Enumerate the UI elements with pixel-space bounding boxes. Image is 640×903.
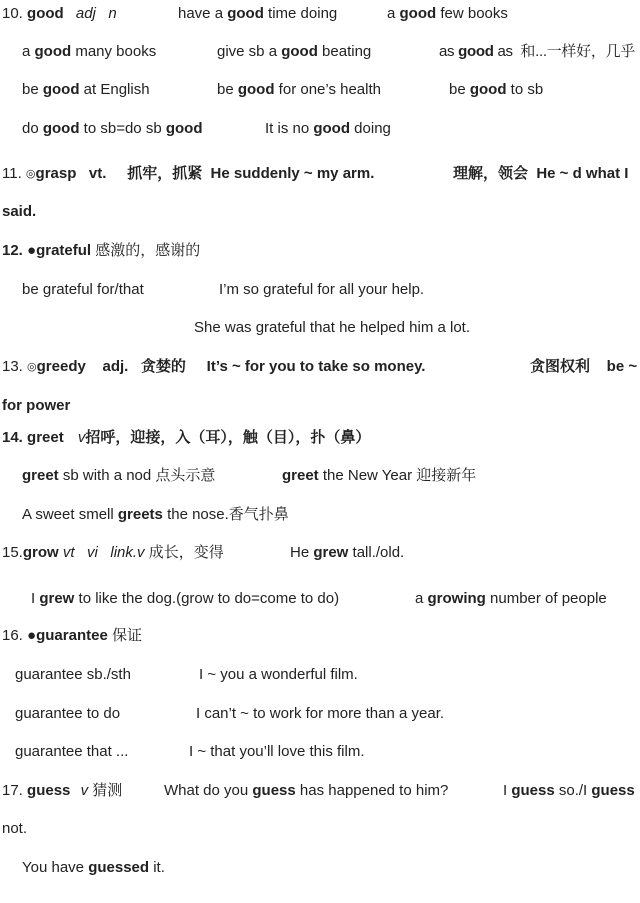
example: A sweet smell greets the nose.香气扑鼻 <box>22 506 289 523</box>
part-of-speech: v <box>80 782 89 799</box>
example: I guess so./I guess <box>503 782 635 799</box>
example-sentence: I’m so grateful for all your help. <box>219 281 425 298</box>
entry-14-headword <box>2 429 370 447</box>
entry-number: 12. <box>2 242 23 259</box>
usage-pattern: guarantee sb./sth <box>15 666 131 683</box>
example: He grew tall./old. <box>290 544 405 561</box>
meaning: 猜测 <box>88 782 123 799</box>
headword: good <box>27 5 64 22</box>
phrase: as good as 和...一样好，几乎 <box>439 43 635 60</box>
headword: guess <box>27 782 71 799</box>
example: What do you guess has happened to him? <box>164 782 449 799</box>
entry-number: 10. <box>2 5 23 22</box>
entry-number: 16. <box>2 627 23 644</box>
example: You have guessed it. <box>22 859 165 876</box>
entry-10-headword <box>2 5 117 23</box>
phrase: be good at English <box>22 81 150 98</box>
entry-13-continuation: for power <box>2 397 71 414</box>
example: greet the New Year 迎接新年 <box>282 467 477 484</box>
part-of-speech: v <box>77 429 86 446</box>
entry-number: 14. <box>2 429 23 446</box>
part-of-speech: vt vi link.v <box>58 544 145 561</box>
phrase: a good few books <box>387 5 508 22</box>
entry-12-headword <box>2 242 200 260</box>
usage-pattern: guarantee that ... <box>15 743 129 760</box>
part-of-speech: adj n <box>75 5 117 22</box>
key-word-marker-icon: ◎ <box>25 168 36 180</box>
headword: grateful <box>36 242 92 259</box>
example-sentence: I ~ that you’ll love this film. <box>189 743 365 760</box>
meaning: 保证 <box>107 627 142 644</box>
phrase: be good to sb <box>449 81 544 98</box>
headword: greet <box>27 429 64 446</box>
entry-number: 11. <box>2 165 22 182</box>
example: a growing number of people <box>415 590 607 607</box>
headword: grow <box>22 544 59 561</box>
example-sentence: I ~ you a wonderful film. <box>199 666 358 683</box>
example: I grew to like the dog.(grow to do=come to do) <box>31 590 340 607</box>
entry-11-continuation: said. <box>2 203 37 220</box>
usage-pattern: guarantee to do <box>15 705 121 722</box>
meaning: 感激的，感谢的 <box>91 242 201 259</box>
entry-17-headword <box>2 782 122 800</box>
entry-number: 13. <box>2 358 23 375</box>
example: greet sb with a nod 点头示意 <box>22 467 216 484</box>
meaning: 招呼，迎接，入（耳），触（目），扑（鼻） <box>85 429 371 446</box>
headword: guarantee <box>36 627 108 644</box>
phrase: a good many books <box>22 43 157 60</box>
entry-11-line: 11. ◎grasp vt. 抓牢，抓紧 He suddenly ~ my arm. <box>2 165 375 182</box>
entry-11-meaning: 理解，领会 He ~ d what I <box>453 165 629 182</box>
entry-13-meaning: 贪图权利 be ~ <box>530 358 638 375</box>
entry-number: 17. <box>2 782 23 799</box>
entry-13-line: 13. ◎greedy adj. 贪婪的 It’s ~ for you to take so money. <box>2 358 426 375</box>
meaning: 成长，变得 <box>144 544 224 561</box>
example-sentence: She was grateful that he helped him a lot. <box>194 319 471 336</box>
example-sentence: I can’t ~ to work for more than a year. <box>196 705 445 722</box>
entry-number: 15. <box>2 544 23 561</box>
key-word-marker-icon: ◎ <box>27 361 37 373</box>
phrase: It is no good doing <box>265 120 391 137</box>
phrase: do good to sb=do sb good <box>22 120 203 137</box>
entry-17-continuation: not. <box>2 820 28 837</box>
entry-15-headword <box>2 544 224 562</box>
key-word-marker-icon: ● <box>27 242 37 259</box>
entry-16-headword <box>2 627 142 645</box>
usage-pattern: be grateful for/that <box>22 281 144 298</box>
phrase: give sb a good beating <box>217 43 372 60</box>
phrase: be good for one’s health <box>217 81 381 98</box>
phrase: have a good time doing <box>178 5 338 22</box>
key-word-marker-icon: ● <box>27 627 37 644</box>
